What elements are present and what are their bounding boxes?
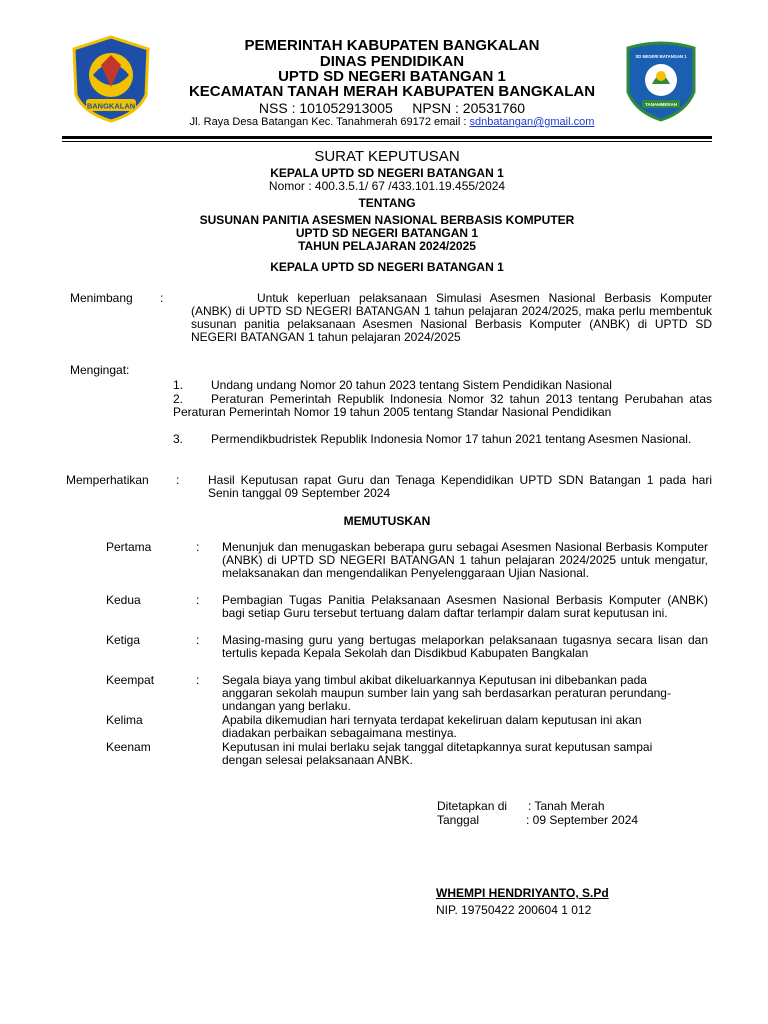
mengingat-item-3-num: 3. bbox=[173, 432, 184, 446]
doc-subject-1: SUSUNAN PANITIA ASESMEN NASIONAL BERBASIS KOMPUTER bbox=[199, 213, 575, 227]
mengingat-item-1-text: Undang undang Nomor 20 tahun 2023 tentang Sistem Pendidikan Nasional bbox=[211, 378, 612, 392]
logo-sd-bottom-text: TANAHMERAH bbox=[645, 102, 677, 107]
memperhatikan-colon: : bbox=[176, 473, 180, 487]
decision-label-keenam: Keenam bbox=[106, 740, 151, 754]
logo-sd-negeri-batangan bbox=[622, 40, 700, 122]
decision-text-keempat: Segala biaya yang timbul akibat dikeluarkannya Keputusan ini dibebankan pada anggaran sekolah maupun sumber lain yang sah berdasarkan peraturan perundang-undangan yang berlaku. bbox=[222, 673, 671, 713]
decision-label-kedua: Kedua bbox=[106, 593, 141, 607]
doc-number: Nomor : 400.3.5.1/ 67 /433.101.19.455/2024 bbox=[268, 179, 506, 193]
letterhead-line-4: KECAMATAN TANAH MERAH KABUPATEN BANGKALAN bbox=[188, 83, 596, 100]
doc-subject-3: TAHUN PELAJARAN 2024/2025 bbox=[298, 239, 476, 253]
signature-place-label: Ditetapkan di bbox=[437, 799, 508, 813]
menimbang-text-body: Untuk keperluan pelaksanaan Simulasi Asesmen Nasional Berbasis Komputer (ANBK) di UPTD SD NEGERI BATANGAN 1 tahun pelajaran 2024/2025, maka perlu membentuk susunan panitia pelaksanaan Asesmen Nasional Berbasis Komputer (ANBK) di UPTD SD NEGERI BATANGAN 1 tahun pelajaran 2024/2025 bbox=[191, 291, 712, 344]
mengingat-item-1-num: 1. bbox=[173, 378, 184, 392]
npsn-number: NPSN : 20531760 bbox=[412, 100, 526, 116]
menimbang-label: Menimbang bbox=[70, 291, 133, 305]
mengingat-item-2 bbox=[173, 393, 712, 419]
letterhead-registration bbox=[160, 100, 624, 116]
signature-date-value: : 09 September 2024 bbox=[526, 813, 639, 827]
doc-issuer: KEPALA UPTD SD NEGERI BATANGAN 1 bbox=[270, 166, 504, 180]
mengingat-item-2-text: Peraturan Pemerintah Republik Indonesia Nomor 32 tahun 2013 tentang Perubahan atas Peraturan Pemerintah Nomor 19 tahun 2005 tentang Standar Nasional Pendidikan bbox=[173, 392, 712, 419]
decision-label-keempat: Keempat bbox=[106, 673, 155, 687]
decision-label-pertama: Pertama bbox=[106, 540, 152, 554]
letterhead-rule-thick bbox=[62, 136, 712, 139]
mengingat-item-2-num: 2. bbox=[173, 392, 184, 406]
decision-colon-kedua: : bbox=[196, 593, 200, 607]
decision-text-ketiga: Masing-masing guru yang bertugas melaporkan pelaksanaan tugasnya secara lisan dan tertulis kepada Kepala Sekolah dan Disdikbud Kabupaten Bangkalan bbox=[222, 633, 708, 660]
letterhead-address bbox=[140, 116, 644, 128]
mengingat-item-3 bbox=[173, 433, 712, 446]
nss-number: NSS : 101052913005 bbox=[258, 100, 393, 116]
letterhead-line-1: PEMERINTAH KABUPATEN BANGKALAN bbox=[244, 37, 540, 54]
letterhead-rule-thin bbox=[62, 141, 712, 142]
doc-title: SURAT KEPUTUSAN bbox=[314, 148, 460, 165]
letterhead-line-3: UPTD SD NEGERI BATANGAN 1 bbox=[278, 68, 506, 85]
decision-colon-keempat: : bbox=[196, 673, 200, 687]
decision-label-ketiga: Ketiga bbox=[106, 633, 141, 647]
mengingat-item-3-text: Permendikbudristek Republik Indonesia Nomor 17 tahun 2021 tentang Asesmen Nasional. bbox=[211, 432, 692, 446]
signature-date-label: Tanggal bbox=[437, 813, 480, 827]
mengingat-label: Mengingat: bbox=[70, 363, 130, 377]
menimbang-text bbox=[191, 292, 712, 344]
mengingat-item-1 bbox=[173, 379, 712, 392]
decision-text-kedua: Pembagian Tugas Panitia Pelaksanaan Asesmen Nasional Berbasis Komputer (ANBK) bagi setiap Guru tersebut tertuang dalam daftar terlampir dalam surat keputusan ini. bbox=[222, 593, 708, 620]
decision-text-keenam: Keputusan ini mulai berlaku sejak tanggal ditetapkannya surat keputusan sampai dengan selesai pelaksanaan ANBK. bbox=[222, 740, 653, 767]
logo-sd-top-text: SD NEGERI BATANGAN 1 bbox=[635, 54, 687, 59]
memperhatikan-label: Memperhatikan bbox=[66, 473, 149, 487]
decision-text-kelima: Apabila dikemudian hari ternyata terdapat kekeliruan dalam keputusan ini akan diadakan perbaikan sebagaimana mestinya. bbox=[222, 713, 642, 740]
email-link[interactable]: sdnbatangan@gmail.com bbox=[469, 116, 595, 128]
decision-text-pertama: Menunjuk dan menugaskan beberapa guru sebagai Asesmen Nasional Berbasis Komputer (ANBK) di UPTD SD NEGERI BATANGAN 1 tahun pelajaran 2024/2025 untuk mengatur, melaksanakan dan mengendalikan Penyelenggaraan Ujian Nasional. bbox=[222, 540, 708, 580]
doc-issuer-2: KEPALA UPTD SD NEGERI BATANGAN 1 bbox=[270, 260, 504, 274]
decision-colon-pertama: : bbox=[196, 540, 200, 554]
logo-bangkalan-text: BANGKALAN bbox=[86, 101, 136, 111]
menimbang-colon: : bbox=[160, 291, 164, 305]
signatory-name: WHEMPI HENDRIYANTO, S.Pd bbox=[436, 886, 609, 900]
letterhead-line-2: DINAS PENDIDIKAN bbox=[319, 53, 465, 70]
address-text: Jl. Raya Desa Batangan Kec. Tanahmerah 69172 email : bbox=[189, 116, 470, 128]
decision-colon-ketiga: : bbox=[196, 633, 200, 647]
doc-subject-2: UPTD SD NEGERI BATANGAN 1 bbox=[295, 226, 479, 240]
signature-place-value: : Tanah Merah bbox=[528, 799, 605, 813]
logo-bangkalan bbox=[68, 35, 154, 123]
doc-about: TENTANG bbox=[358, 196, 416, 210]
signatory-nip: NIP. 19750422 200604 1 012 bbox=[436, 903, 592, 917]
memutuskan-heading: MEMUTUSKAN bbox=[343, 514, 431, 528]
decision-label-kelima: Kelima bbox=[106, 713, 143, 727]
memperhatikan-text: Hasil Keputusan rapat Guru dan Tenaga Kependidikan UPTD SDN Batangan 1 pada hari Senin tanggal 09 September 2024 bbox=[208, 473, 712, 500]
